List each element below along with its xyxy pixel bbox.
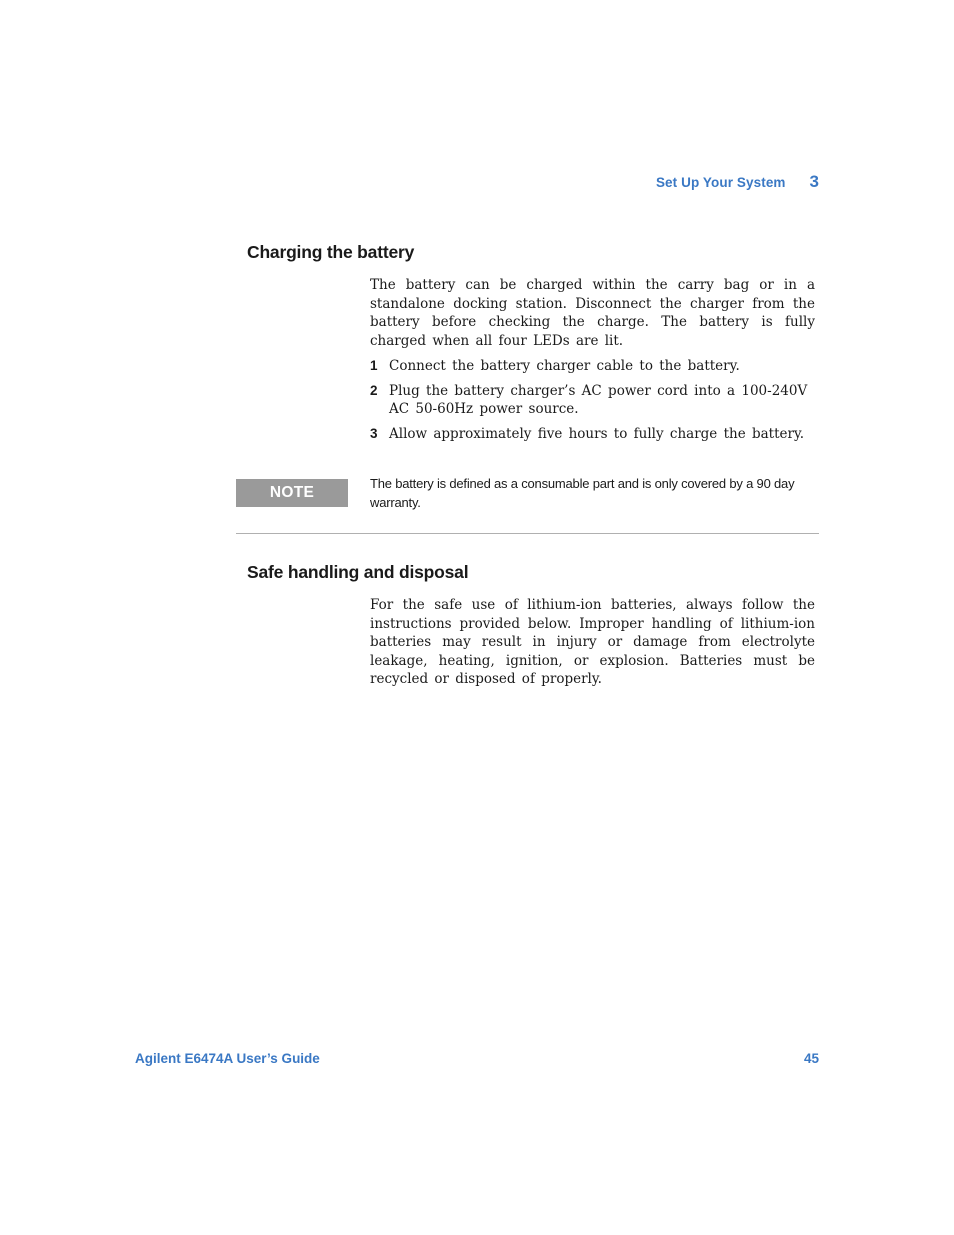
step-text: Connect the battery charger cable to the battery. xyxy=(389,358,740,374)
charging-intro-paragraph: The battery can be charged within the carry bag or in a standalone docking station. Disconnect the charger from the battery before checking the charge. The battery is fully charged when all four LEDs are lit. xyxy=(370,277,815,349)
step-number: 1 xyxy=(370,358,378,373)
note-text: The battery is defined as a consumable part and is only covered by a 90 day warranty. xyxy=(370,476,795,510)
step-text: Allow approximately five hours to fully charge the battery. xyxy=(389,425,805,442)
list-item xyxy=(370,357,815,376)
footer-page-number: 45 xyxy=(803,1051,819,1066)
note-label: NOTE xyxy=(236,479,348,507)
step-number: 3 xyxy=(370,425,378,441)
header-section-title: Set Up Your System xyxy=(655,175,786,190)
safe-handling-heading: Safe handling and disposal xyxy=(247,562,469,582)
list-item xyxy=(370,382,815,419)
list-item xyxy=(370,425,815,444)
charging-steps-list xyxy=(370,357,815,449)
charging-heading: Charging the battery xyxy=(247,242,415,262)
step-text: Plug the battery charger’s AC power cord into a 100-240V AC 50-60Hz power source. xyxy=(389,382,808,418)
note-divider xyxy=(236,533,819,534)
footer-guide-title: Agilent E6474A User’s Guide xyxy=(135,1051,320,1066)
safe-handling-paragraph: For the safe use of lithium-ion batteries, always follow the instructions provided below. Improper handling of lithium-ion batteries may result in injury or damage from electrolyte leakage, heating, ignition, or explosion. Batteries must be recycled or disposed of properly. xyxy=(370,597,815,688)
running-header xyxy=(656,172,819,192)
header-chapter-number: 3 xyxy=(809,172,819,191)
step-number: 2 xyxy=(370,382,378,398)
